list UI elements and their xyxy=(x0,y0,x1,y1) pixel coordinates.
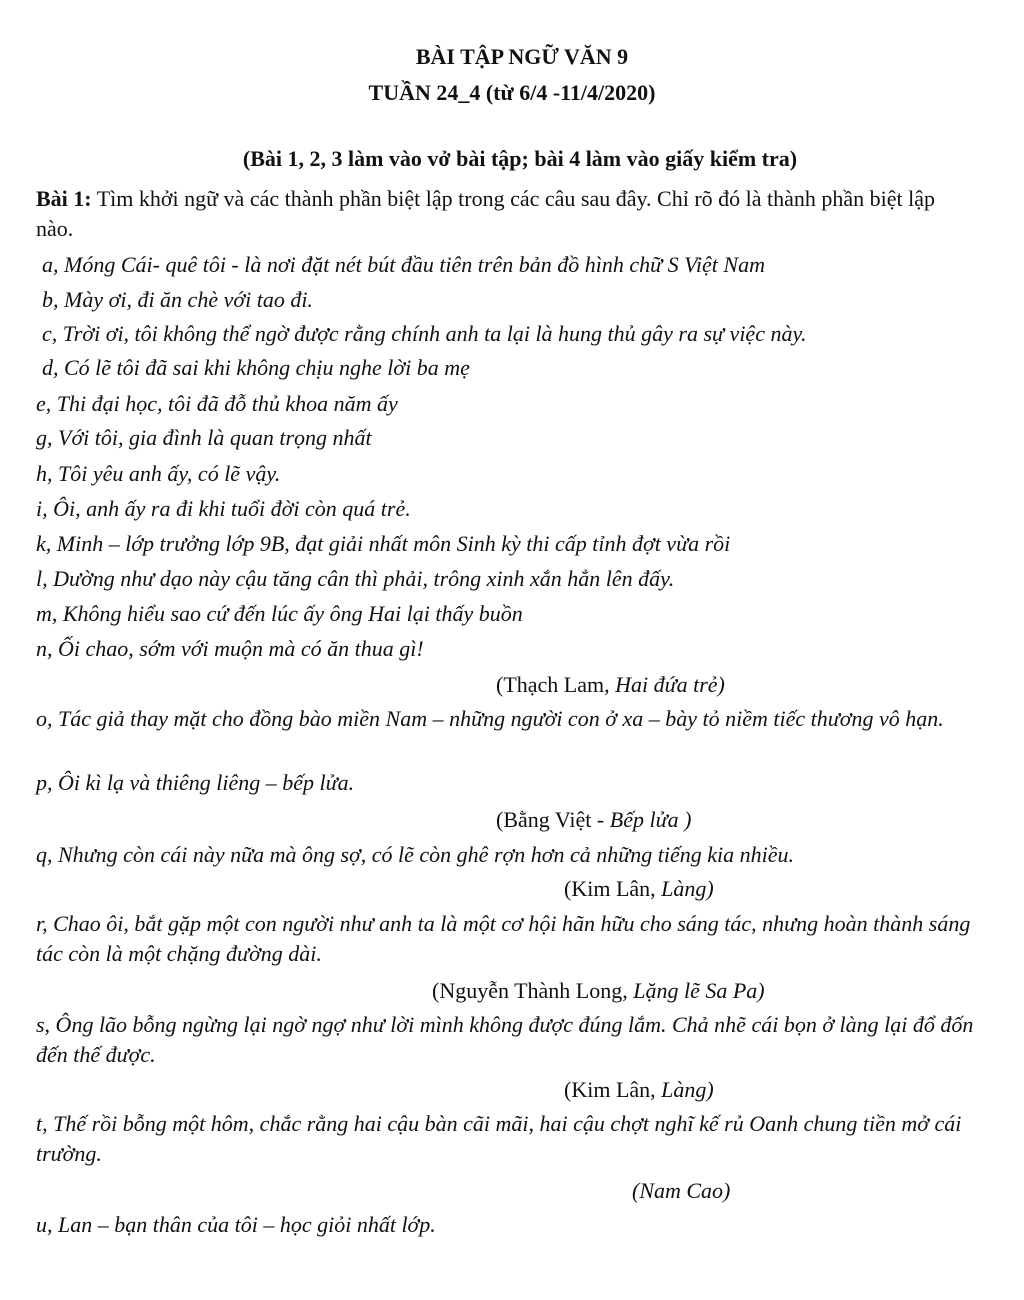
sentence-b: b, Mày ơi, đi ăn chè với tao đi. xyxy=(42,287,313,312)
sentence-n: n, Ối chao, sớm với muộn mà có ăn thua gì! xyxy=(36,636,424,661)
source-nam-cao xyxy=(632,1176,730,1206)
instruction-line: (Bài 1, 2, 3 làm vào vở bài tập; bài 4 làm vào giấy kiểm tra) xyxy=(242,146,798,171)
sentence-h: h, Tôi yêu anh ấy, có lẽ vậy. xyxy=(36,461,281,486)
sentence-k: k, Minh – lớp trưởng lớp 9B, đạt giải nhất môn Sinh kỳ thi cấp tỉnh đợt vừa rồi xyxy=(36,531,731,556)
sentence-i: i, Ôi, anh ấy ra đi khi tuổi đời còn quá trẻ. xyxy=(36,496,411,521)
source-kim-lan-2 xyxy=(564,1075,714,1105)
exercise-1-label: Bài 1: xyxy=(36,186,92,211)
sentence-p: p, Ôi kì lạ và thiêng liêng – bếp lửa. xyxy=(36,770,355,795)
sentence-t: t, Thế rồi bỗng một hôm, chắc rằng hai cậu bàn cãi mãi, hai cậu chợt nghĩ kế rủ Oanh chung tiền mở cái trường. xyxy=(36,1111,962,1166)
source-author: (Thạch Lam, xyxy=(496,672,616,697)
sentence-g: g, Với tôi, gia đình là quan trọng nhất xyxy=(36,425,372,450)
source-bang-viet xyxy=(496,805,691,835)
source-author: (Bằng Việt - xyxy=(496,807,610,832)
source-author: (Kim Lân, xyxy=(564,1077,662,1102)
source-work: Hai đứa trẻ) xyxy=(615,672,725,697)
source-work: (Nam Cao) xyxy=(632,1178,731,1203)
sentence-q: q, Nhưng còn cái này nữa mà ông sợ, có lẽ còn ghê rợn hơn cả những tiếng kia nhiều. xyxy=(36,842,794,867)
exercise-1-text: Tìm khởi ngữ và các thành phần biệt lập trong các câu sau đây. Chỉ rõ đó là thành phần biệt lập nào. xyxy=(36,186,936,241)
source-author: (Nguyễn Thành Long, xyxy=(432,978,634,1003)
document-title: BÀI TẬP NGỮ VĂN 9 xyxy=(415,44,629,69)
source-thach-lam xyxy=(496,670,725,700)
source-work: Bếp lửa ) xyxy=(609,807,692,832)
exercise-1-prompt xyxy=(36,184,976,244)
sentence-c: c, Trời ơi, tôi không thể ngờ được rằng chính anh ta lại là hung thủ gây ra sự việc này. xyxy=(42,321,807,346)
sentence-m: m, Không hiểu sao cứ đến lúc ấy ông Hai lại thấy buồn xyxy=(36,601,523,626)
sentence-s: s, Ông lão bỗng ngừng lại ngờ ngợ như lời mình không được đúng lắm. Chả nhẽ cái bọn ở làng lại đổ đốn đến thế được. xyxy=(36,1012,974,1067)
sentence-a: a, Móng Cái- quê tôi - là nơi đặt nét bút đầu tiên trên bản đồ hình chữ S Việt Nam xyxy=(42,252,765,277)
sentence-u: u, Lan – bạn thân của tôi – học giỏi nhất lớp. xyxy=(36,1212,436,1237)
source-work: Làng) xyxy=(661,1077,714,1102)
source-work: Lặng lẽ Sa Pa) xyxy=(633,978,765,1003)
source-author: (Kim Lân, xyxy=(564,876,662,901)
sentence-o: o, Tác giả thay mặt cho đồng bào miền Nam – những người con ở xa – bày tỏ niềm tiếc thương vô hạn. xyxy=(36,706,944,731)
source-kim-lan-1 xyxy=(564,874,714,904)
sentence-r: r, Chao ôi, bắt gặp một con người như anh ta là một cơ hội hãn hữu cho sáng tác, nhưng hoàn thành sáng tác còn là một chặng đường dài. xyxy=(36,911,971,966)
week-subtitle: TUẦN 24_4 (từ 6/4 -11/4/2020) xyxy=(368,80,656,105)
source-work: Làng) xyxy=(661,876,714,901)
sentence-l: l, Dường như dạo này cậu tăng cân thì phải, trông xinh xắn hẳn lên đấy. xyxy=(36,566,675,591)
sentence-d: d, Có lẽ tôi đã sai khi không chịu nghe lời ba mẹ xyxy=(42,355,470,380)
sentence-e: e, Thi đại học, tôi đã đỗ thủ khoa năm ấy xyxy=(36,391,398,416)
source-nguyen-thanh-long xyxy=(432,976,765,1006)
